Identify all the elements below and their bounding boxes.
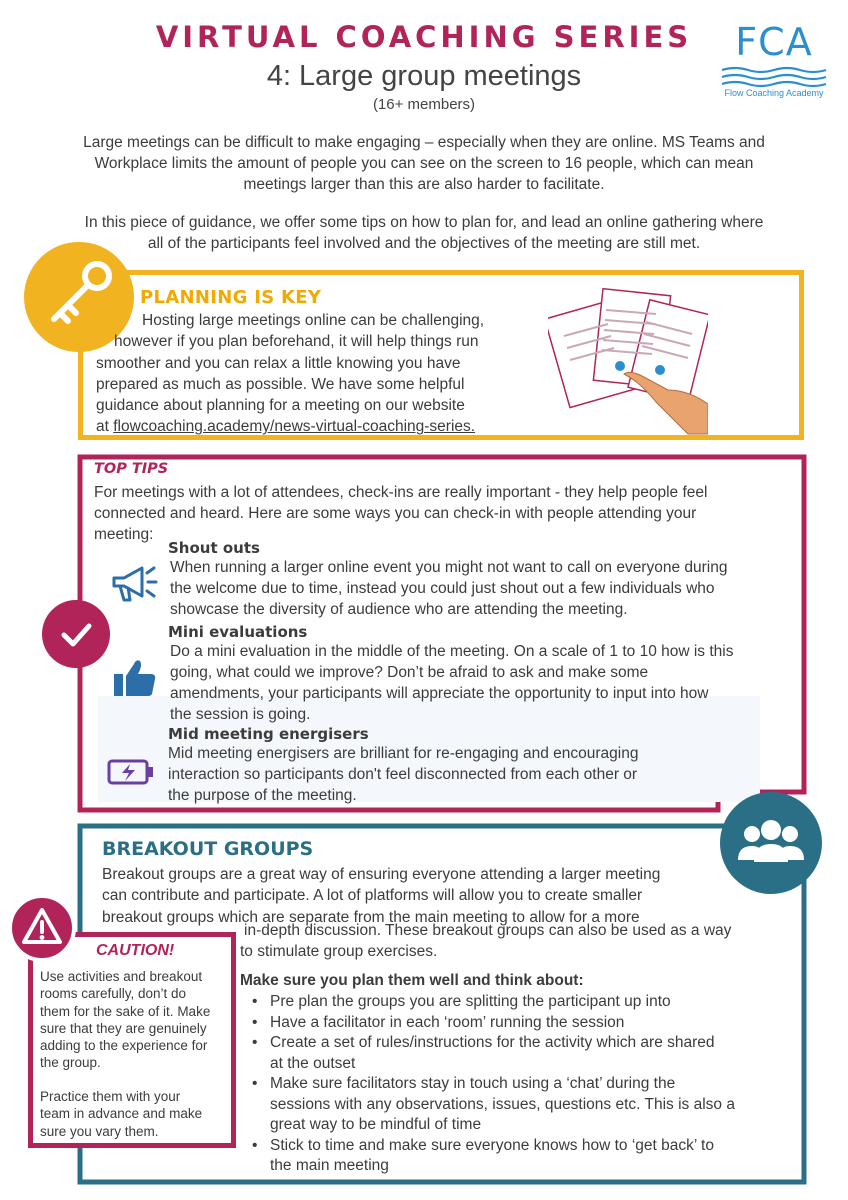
list-item-line: • Stick to time and make sure everyone knows how to ‘get back’ to [270,1136,714,1154]
tip-line: going, what could we improve? Don’t be afraid to ask and make some [170,664,649,681]
battery-icon [106,756,156,788]
tip-line: When running a larger online event you might not want to call on everyone during [170,559,728,576]
group-icon [720,792,822,894]
tip-heading-shout-outs: Shout outs [168,539,260,557]
caution-line: team in advance and make [40,1106,203,1122]
breakout-line: Breakout groups are a great way of ensuring everyone attending a larger meeting [102,866,661,883]
page-subtitle-note: (16+ members) [372,96,476,113]
page-title: VIRTUAL COACHING SERIES [155,20,693,54]
planning-line: however if you plan beforehand, it will help things run [114,333,479,351]
caution-line: Practice them with your [40,1089,181,1104]
list-item-line: Have a facilitator in each ‘room’ running the session [270,1013,625,1031]
check-icon [42,600,110,668]
intro-line: In this piece of guidance, we offer some tips on how to plan for, and lead an online gathering where [84,214,764,231]
caution-line: the group. [40,1055,101,1071]
breakout-line: breakout groups which are separate from the main meeting to allow for a more [102,908,640,926]
website-link[interactable]: flowcoaching.academy/news-virtual-coaching-series. [113,418,476,436]
tip-body-mini-evaluations [170,641,800,725]
tip-line: Do a mini evaluation in the middle of the meeting. On a scale of 1 to 10 how is this [170,643,734,660]
tip-body-shout-outs [170,557,800,620]
intro-line: Workplace limits the amount of people you can see on the screen to 16 people, which can mean [94,155,754,172]
list-item-line: the main meeting [270,1157,389,1174]
planning-line: smoother and you can relax a little knowing you have [96,354,461,372]
caution-paragraph-1 [40,968,230,1072]
planning-link-line [96,416,526,437]
list-item-line: • Make sure facilitators stay in touch using a ‘chat’ during the [270,1075,676,1092]
tip-line: the session is going. [170,706,311,723]
megaphone-icon [108,562,160,606]
breakout-title: BREAKOUT GROUPS [102,838,314,860]
planning-line: prepared as much as possible. We have some helpful [96,375,465,393]
list-item-line: Pre plan the groups you are splitting the participant up into [270,993,671,1010]
list-item-line: great way to be mindful of time [270,1116,482,1133]
tip-heading-energisers: Mid meeting energisers [168,725,369,743]
tip-line: amendments, your participants will appreciate the opportunity to input into how [170,685,709,702]
tip-line: the purpose of the meeting. [168,787,357,804]
list-item [248,1074,798,1136]
plan-heading: Make sure you plan them well and think about: [240,972,584,989]
documents-illustration [548,278,708,438]
caution-paragraph-2 [40,1088,230,1140]
alert-icon [8,894,76,962]
caution-line: rooms carefully, don’t do [40,986,187,1002]
intro-line: all of the participants feel involved and the objectives of the meeting are still met. [147,235,701,252]
breakout-line: can contribute and participate. A lot of platforms will allow you to create smaller [102,887,643,905]
plan-list [248,992,798,1177]
planning-body [96,310,526,438]
intro-paragraph-2 [44,212,804,254]
tips-intro-line: For meetings with a lot of attendees, check-ins are really important - they help people feel [94,484,708,501]
caution-title: CAUTION! [96,942,175,959]
fca-logo [716,20,832,100]
breakout-line: in-depth discussion. These breakout groups can also be used as a way [244,922,732,939]
intro-line: meetings larger than this are also harder to facilitate. [243,176,605,193]
planning-line: Hosting large meetings online can be challenging, [142,312,485,329]
caution-line: them for the sake of it. Make [40,1003,211,1019]
planning-line: guidance about planning for a meeting on our website [96,397,465,415]
tip-line: interaction so participants don't feel disconnected from each other or [168,766,638,783]
caution-line: adding to the experience for [40,1038,208,1054]
tips-intro-line: meeting: [94,526,154,543]
tip-body-energisers [168,743,728,806]
list-item-line: at the outset [270,1054,356,1072]
list-item-line: • Create a set of rules/instructions for the activity which are shared [270,1034,715,1051]
list-item [248,1033,798,1074]
logo-text: FCA [735,20,813,64]
list-item [248,992,798,1013]
caution-line: sure that they are genuinely [40,1020,207,1036]
tip-heading-mini-evaluations: Mini evaluations [168,623,308,641]
list-item [248,1013,798,1034]
tip-line: Mid meeting energisers are brilliant for re-engaging and encouraging [168,745,639,762]
top-tips-title: TOP TIPS [94,461,169,477]
intro-paragraph-1 [44,132,804,195]
thumbs-up-icon [112,658,158,698]
page-subtitle: 4: Large group meetings [266,60,582,92]
tips-intro-line: connected and heard. Here are some ways you can check-in with people attending your [94,505,697,522]
logo-caption: Flow Coaching Academy [724,88,824,98]
list-item-line: sessions with any observations, issues, questions etc. This is also a [270,1095,735,1113]
tip-line: the welcome due to time, instead you could just shout out a few individuals who [170,580,715,597]
caution-line: sure you vary them. [40,1123,159,1139]
intro-line: Large meetings can be difficult to make engaging – especially when they are online. MS Teams and [83,134,765,151]
wave-icon [720,66,828,88]
planning-title: PLANNING IS KEY [140,287,322,308]
planning-link-prefix: at [96,418,114,436]
list-item [248,1136,798,1177]
breakout-body [102,864,722,928]
breakout-line: to stimulate group exercises. [240,943,438,961]
breakout-body-continued [240,920,800,963]
tip-line: showcase the diversity of audience who are attending the meeting. [170,601,628,618]
caution-line: Use activities and breakout [40,969,203,984]
top-tips-intro [94,482,794,545]
